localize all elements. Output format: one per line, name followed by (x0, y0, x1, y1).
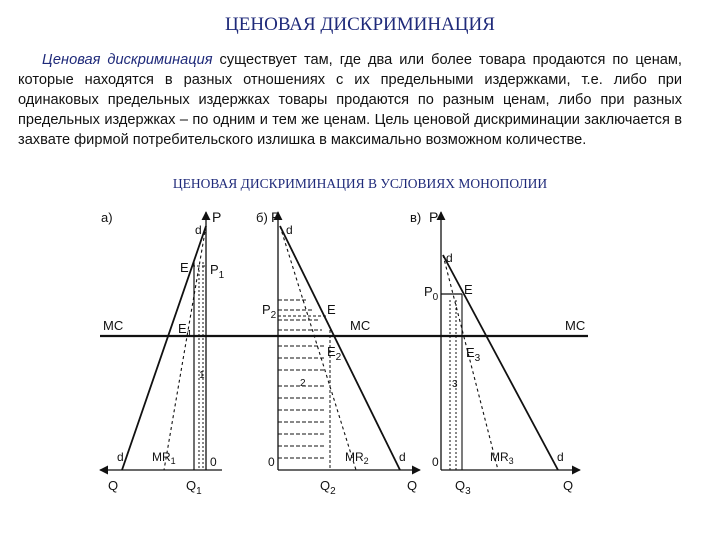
panel-b-label: б) (256, 210, 268, 225)
panel-b-d-top: d (286, 223, 293, 237)
panel-c-q3-label: $Q_3$ (455, 478, 471, 497)
panel-b-d-bottom: d (399, 450, 406, 464)
panel-b (256, 209, 420, 497)
panel-a-p1-label: $P_1$ (210, 262, 225, 281)
panel-a-area-hatch (199, 262, 203, 470)
panel-b-p2-label: $P_2$ (262, 302, 277, 321)
panel-c-mr-label: $MR_3$ (490, 450, 514, 466)
panel-b-q2-label: $Q_2$ (320, 478, 336, 497)
panel-c-d-bottom: d (557, 450, 564, 464)
panel-a-mc-label: MC (103, 318, 124, 333)
panel-a-d-bottom: d (117, 450, 124, 464)
panel-c-d-top: d (446, 251, 453, 265)
panel-c-demand-line (443, 255, 558, 470)
panel-c (410, 209, 585, 497)
panel-b-e2-label: $E_2$ (327, 344, 342, 363)
panel-b-mr-label: $MR_2$ (345, 450, 369, 466)
panel-a-q1-label: $Q_1$ (186, 478, 202, 497)
panel-a-p-axis-label: P (212, 209, 222, 225)
panel-a-origin: 0 (210, 455, 217, 469)
panel-c-p0-label: $P_0$ (424, 284, 439, 303)
panel-b-mr-line (280, 226, 356, 470)
panel-b-mc-label: MC (350, 318, 371, 333)
panel-c-p-axis-label: P (429, 209, 439, 225)
panel-a-e-label: E (180, 260, 189, 275)
panel-b-demand-line (280, 226, 400, 470)
panel-a-label: а) (101, 210, 113, 225)
panel-a-area-label: 1 (199, 370, 205, 381)
panel-a (100, 209, 225, 497)
panel-c-origin: 0 (432, 455, 439, 469)
panel-b-p-axis-label: P (271, 209, 281, 225)
panel-b-area-label: 2 (300, 378, 306, 389)
panel-b-origin: 0 (268, 455, 275, 469)
panel-c-label: в) (410, 210, 422, 225)
panel-a-e1-label: $E_1$ (178, 321, 193, 340)
diagram-title: ЦЕНОВАЯ ДИСКРИМИНАЦИЯ В УСЛОВИЯХ МОНОПОЛИИ (172, 176, 548, 191)
panel-a-q-axis-label: Q (108, 478, 119, 493)
panel-a-mr-label: $MR_1$ (152, 450, 176, 466)
panel-c-area-label: 3 (452, 379, 458, 390)
panel-c-mc-label: MC (565, 318, 586, 333)
definition-term: Ценовая дискриминация (42, 52, 213, 68)
panel-c-e3-label: $E_3$ (466, 345, 481, 364)
definition-text: существует там, где два или более товара продаются по ценам, которые находятся в разных отношениях с их предельными издержками, т.е. либо при одинаковых предельных издержках товары продаются по разным ценам, либо при разных предельных издержках – по одним и тем же ценам. Цель ценовой дискриминации заключается в захвате фирмой потребительского излишка в максимально возможном количестве. (18, 52, 682, 148)
panel-c-q-axis-label: Q (563, 478, 574, 493)
panel-b-q-axis-label: Q (407, 478, 418, 493)
page-title: ЦЕНОВАЯ ДИСКРИМИНАЦИЯ (225, 14, 495, 35)
panel-a-d-top: d (195, 223, 202, 237)
panel-c-e-label: E (464, 282, 473, 297)
panel-b-e-label: E (327, 302, 336, 317)
